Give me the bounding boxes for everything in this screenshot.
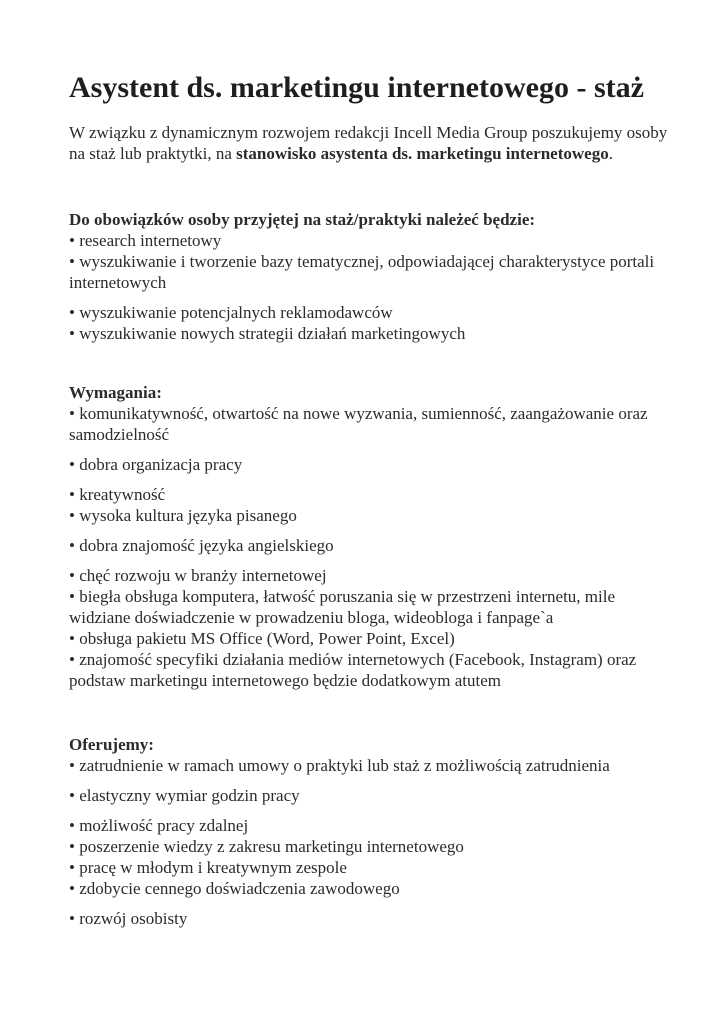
requirements-group	[69, 535, 669, 556]
intro-text: W związku z dynamicznym rozwojem redakcji Incell Media Group poszukujemy osoby na staż lub praktytki, na	[69, 123, 668, 163]
list-item: • obsługa pakietu MS Office (Word, Power Point, Excel)	[69, 629, 455, 648]
duties-section	[69, 209, 669, 344]
list-item: • zdobycie cennego doświadczenia zawodowego	[69, 879, 400, 898]
list-item: • wyszukiwanie potencjalnych reklamodawców	[69, 303, 393, 322]
requirements-heading: Wymagania:	[69, 383, 162, 402]
list-item: • możliwość pracy zdalnej	[69, 816, 249, 835]
list-item: • chęć rozwoju w branży internetowej	[69, 566, 327, 585]
list-item: • znajomość specyfiki działania mediów internetowych (Facebook, Instagram) oraz podstaw marketingu internetowego będzie dodatkowym atutem	[69, 650, 637, 690]
list-item: • zatrudnienie w ramach umowy o praktyki lub staż z możliwością zatrudnienia	[69, 756, 610, 775]
list-item: • research internetowy	[69, 231, 222, 250]
intro-paragraph	[69, 122, 669, 164]
intro-end: .	[608, 144, 613, 163]
duties-heading: Do obowiązków osoby przyjętej na staż/praktyki należeć będzie:	[69, 210, 536, 229]
duties-group	[69, 230, 669, 293]
list-item: • dobra znajomość języka angielskiego	[69, 536, 334, 555]
offer-group	[69, 815, 669, 899]
requirements-group	[69, 484, 669, 526]
offer-section	[69, 734, 669, 929]
requirements-group	[69, 565, 669, 691]
page-title: Asystent ds. marketingu internetowego - staż	[69, 71, 644, 104]
list-item: • komunikatywność, otwartość na nowe wyzwania, sumienność, zaangażowanie oraz samodzielność	[69, 404, 648, 444]
list-item: • poszerzenie wiedzy z zakresu marketingu internetowego	[69, 837, 464, 856]
list-item: • elastyczny wymiar godzin pracy	[69, 786, 300, 805]
offer-group	[69, 908, 669, 929]
list-item: • kreatywność	[69, 485, 166, 504]
offer-group	[69, 755, 669, 776]
requirements-group	[69, 454, 669, 475]
list-item: • wyszukiwanie nowych strategii działań marketingowych	[69, 324, 466, 343]
requirements-group	[69, 403, 669, 445]
requirements-section	[69, 382, 669, 691]
duties-group	[69, 302, 669, 344]
list-item: • wyszukiwanie i tworzenie bazy tematycznej, odpowiadającej charakterystyce portali internetowych	[69, 252, 655, 292]
list-item: • biegła obsługa komputera, łatwość poruszania się w przestrzeni internetu, mile widziane doświadczenie w prowadzeniu bloga, wideobloga i fanpage`a	[69, 587, 616, 627]
list-item: • wysoka kultura języka pisanego	[69, 506, 297, 525]
list-item: • rozwój osobisty	[69, 909, 188, 928]
list-item: • dobra organizacja pracy	[69, 455, 243, 474]
offer-heading: Oferujemy:	[69, 735, 154, 754]
intro-position-bold: stanowisko asystenta ds. marketingu internetowego	[236, 144, 609, 163]
list-item: • pracę w młodym i kreatywnym zespole	[69, 858, 347, 877]
offer-group	[69, 785, 669, 806]
